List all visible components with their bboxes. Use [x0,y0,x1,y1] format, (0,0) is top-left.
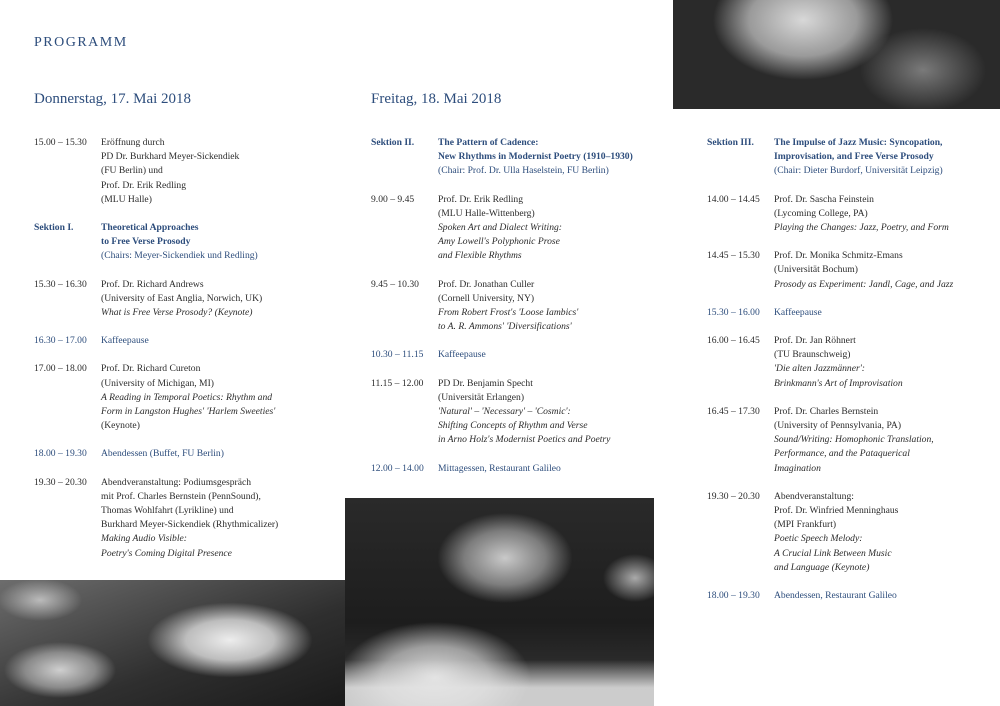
time-slot: 18.00 – 19.30 [34,448,87,460]
schedule-item [707,249,997,292]
item-details [101,476,344,561]
detail-line: Kaffeepause [438,349,486,361]
break-item [707,589,997,603]
talk-title-line: From Robert Frost's 'Loose Iambics' [438,307,579,319]
schedule-item [371,377,671,448]
item-details [438,136,671,179]
photo-bottom-left [0,580,345,706]
time-slot: 15.00 – 15.30 [34,137,87,148]
time-slot: 12.00 – 14.00 [371,462,424,474]
talk-title-line: and Language (Keynote) [774,561,870,573]
talk-title-line: 'Natural' – 'Necessary' – 'Cosmic': [438,406,571,418]
detail-line: Prof. Dr. Richard Andrews [101,278,204,290]
time-slot: 14.00 – 14.45 [707,193,760,205]
time-slot: 18.00 – 19.30 [707,590,760,602]
time-slot: 15.30 – 16.00 [707,306,760,318]
time-slot: 14.45 – 15.30 [707,250,760,262]
item-details [774,334,997,391]
time-slot: 15.30 – 16.30 [34,278,87,290]
detail-line: PD Dr. Benjamin Specht [438,377,533,389]
time-slot: 17.00 – 18.00 [34,363,87,375]
detail-line: Abendessen, Restaurant Galileo [774,590,897,602]
schedule-column-friday-afternoon [707,136,997,617]
item-details [774,136,997,179]
schedule-item [707,405,997,476]
item-details [774,490,997,575]
break-item [34,447,344,461]
section-title-line: New Rhythms in Modernist Poetry (1910–1930) [438,151,633,163]
time-slot: 9.00 – 9.45 [371,193,415,205]
detail-line: Abendveranstaltung: [774,490,854,502]
schedule-item [707,193,997,236]
item-details [101,447,344,461]
detail-line: Eröffnung durch [101,137,165,148]
item-details [774,249,997,292]
time-slot: 19.30 – 20.30 [707,490,760,502]
schedule-item [34,136,344,207]
schedule-item [371,193,671,264]
detail-line: Prof. Dr. Sascha Feinstein [774,193,874,205]
item-details [101,278,344,321]
detail-line: Abendessen (Buffet, FU Berlin) [101,448,224,460]
break-item [371,348,671,362]
detail-line: PD Dr. Burkhard Meyer-Sickendiek [101,151,240,163]
detail-line: (Universität Bochum) [774,264,858,276]
detail-line: (Lycoming College, PA) [774,207,868,219]
detail-line: Prof. Dr. Richard Cureton [101,363,201,375]
detail-line: (MLU Halle-Wittenberg) [438,207,535,219]
detail-line: (Chairs: Meyer-Sickendiek und Redling) [101,250,258,262]
talk-title-line: Poetic Speech Melody: [774,533,863,545]
detail-line: Prof. Dr. Charles Bernstein [774,405,879,417]
section-title-line: The Pattern of Cadence: [438,137,539,148]
item-details [101,221,344,264]
detail-line: (Cornell University, NY) [438,292,535,304]
time-slot: 9.45 – 10.30 [371,278,419,290]
talk-title-line: Playing the Changes: Jazz, Poetry, and Form [774,222,949,234]
detail-line: Prof. Dr. Erik Redling [101,179,187,191]
time-slot: 11.15 – 12.00 [371,377,424,389]
talk-title-line: Poetry's Coming Digital Presence [101,547,232,559]
detail-line: Prof. Dr. Monika Schmitz-Emans [774,250,903,262]
schedule-item [34,476,344,561]
item-details [101,362,344,433]
detail-line: Kaffeepause [774,306,822,318]
detail-line: (FU Berlin) und [101,165,163,177]
detail-line: Abendveranstaltung: Podiumsgespräch [101,476,252,488]
detail-line: (Chair: Prof. Dr. Ulla Haselstein, FU Berlin) [438,165,609,177]
talk-title-line: A Crucial Link Between Music [774,547,892,559]
section-header [34,221,344,264]
detail-line: Mittagessen, Restaurant Galileo [438,462,561,474]
schedule-item [34,362,344,433]
section-title-line: The Impulse of Jazz Music: Syncopation, [774,137,943,148]
photo-bottom-middle-fade [345,660,654,706]
detail-line: (Keynote) [101,420,140,432]
section-number: Sektion III. [707,137,754,148]
break-item [371,462,671,476]
talk-title-line: Prosody as Experiment: Jandl, Cage, and Jazz [774,278,954,290]
section-header [707,136,997,179]
photo-top-right [673,0,1000,109]
day-title-thursday: Donnerstag, 17. Mai 2018 [34,91,192,107]
detail-line: Prof. Dr. Winfried Menninghaus [774,505,899,517]
section-number: Sektion I. [34,222,74,234]
talk-title-line: Performance, and the Pataquerical [774,448,910,460]
detail-line: Thomas Wohlfahrt (Lyrikline) und [101,505,234,517]
schedule-item [371,278,671,335]
schedule-column-friday [371,136,671,490]
talk-title-line: Sound/Writing: Homophonic Translation, [774,434,934,446]
detail-line: Kaffeepause [101,335,149,347]
talk-title-line: Spoken Art and Dialect Writing: [438,222,562,234]
talk-title-line: A Reading in Temporal Poetics: Rhythm and [101,391,273,403]
detail-line: (MPI Frankfurt) [774,519,837,531]
detail-line: (University of Michigan, MI) [101,377,214,389]
item-details [774,306,997,320]
section-title-line: Improvisation, and Free Verse Prosody [774,151,934,163]
detail-line: Burkhard Meyer-Sickendiek (Rhythmicalizer) [101,519,279,531]
detail-line: Prof. Dr. Jan Röhnert [774,335,856,347]
break-item [707,306,997,320]
section-title-line: Theoretical Approaches [101,222,199,234]
schedule-item [707,490,997,575]
talk-title-line: Shifting Concepts of Rhythm and Verse [438,420,588,432]
item-details [438,377,671,448]
item-details [774,193,997,236]
talk-title-line: What is Free Verse Prosody? (Keynote) [101,307,253,319]
section-title-line: to Free Verse Prosody [101,236,191,248]
item-details [438,348,671,362]
talk-title-line: Imagination [774,462,821,474]
talk-title-line: 'Die alten Jazzmänner': [774,363,865,375]
item-details [101,136,344,207]
item-details [101,334,344,348]
section-header [371,136,671,179]
detail-line: Prof. Dr. Jonathan Culler [438,278,535,290]
time-slot: 10.30 – 11.15 [371,349,424,361]
time-slot: 16.45 – 17.30 [707,405,760,417]
item-details [774,589,997,603]
detail-line: (Chair: Dieter Burdorf, Universität Leipzig) [774,165,943,177]
detail-line: Prof. Dr. Erik Redling [438,193,524,205]
schedule-item [707,334,997,391]
talk-title-line: to A. R. Ammons' 'Diversifications' [438,321,572,333]
talk-title-line: and Flexible Rhythms [438,250,522,262]
detail-line: (MLU Halle) [101,193,152,205]
talk-title-line: Making Audio Visible: [101,533,187,545]
time-slot: 19.30 – 20.30 [34,476,87,488]
detail-line: mit Prof. Charles Bernstein (PennSound), [101,490,261,502]
schedule-item [34,278,344,321]
talk-title-line: Form in Langston Hughes' 'Harlem Sweeties' [101,406,276,418]
item-details [438,193,671,264]
schedule-column-thursday [34,136,344,575]
day-title-friday: Freitag, 18. Mai 2018 [371,91,502,107]
talk-title-line: in Arno Holz's Modernist Poetics and Poetry [438,434,611,446]
talk-title-line: Brinkmann's Art of Improvisation [774,377,903,389]
time-slot: 16.30 – 17.00 [34,335,87,347]
detail-line: (Universität Erlangen) [438,391,525,403]
detail-line: (TU Braunschweig) [774,349,851,361]
talk-title-line: Amy Lowell's Polyphonic Prose [438,236,560,248]
time-slot: 16.00 – 16.45 [707,335,760,347]
page-heading: PROGRAMM [34,35,128,50]
section-number: Sektion II. [371,137,415,148]
detail-line: (University of East Anglia, Norwich, UK) [101,292,263,304]
item-details [774,405,997,476]
item-details [438,462,671,476]
item-details [438,278,671,335]
break-item [34,334,344,348]
detail-line: (University of Pennsylvania, PA) [774,420,902,432]
